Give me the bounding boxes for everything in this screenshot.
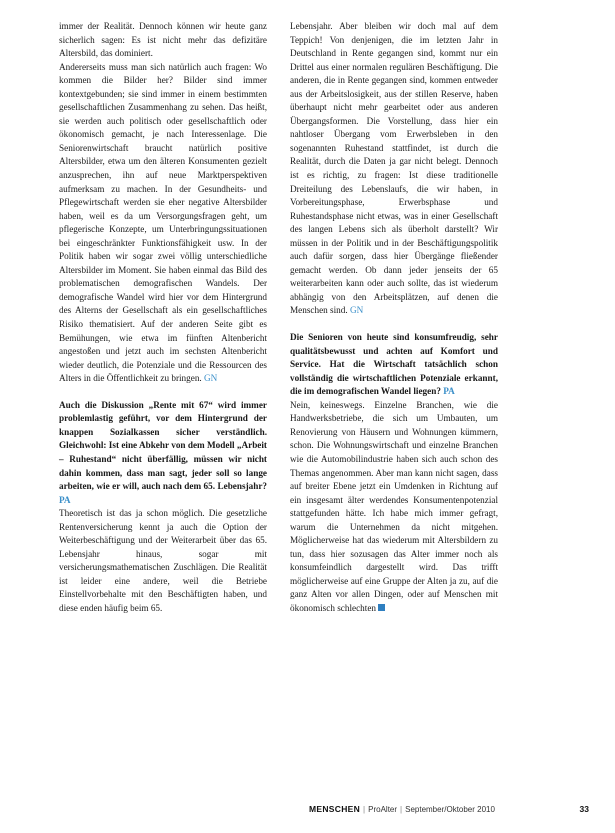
answer-initials: GN <box>349 305 364 316</box>
interview-question: Die Senioren von heute sind konsumfreudig, sehr qualitätsbewusst und achten auf Komfort und Service. Hat die Wirtschaft tatsächlich schon vollständig die wirtschaftlichen Potenziale erkannt, die im demografischen Wandel liegen? PA <box>290 332 498 397</box>
footer-publication: ProAlter <box>368 805 398 814</box>
page-number: 33 <box>579 804 589 814</box>
interview-question: Auch die Diskussion „Rente mit 67“ wird immer problemlastig geführt, vor dem Hintergrund der knappen Sozialkassen sicher verständlich. Gleichwohl: Ist eine Abkehr von dem Modell „Arbeit – Ruhestand“ nicht überfällig, müssen wir nicht dahin kommen, dass man sagt, jeder soll so lange arbeiten, wie er will, auch nach dem 65. Lebensjahr? PA <box>59 399 267 505</box>
page-footer <box>309 804 589 814</box>
question-initials: PA <box>443 386 455 397</box>
footer-separator: | <box>363 805 366 814</box>
left-paragraph-1: immer der Realität. Dennoch können wir heute ganz sicherlich sagen: Es ist nicht mehr das defizitäre Altersbild, das dominiert. <box>59 21 267 59</box>
answer-initials: GN <box>204 373 218 384</box>
footer-issue: September/Oktober 2010 <box>405 805 495 814</box>
question-initials: PA <box>59 494 71 505</box>
right-paragraph-2: Nein, keineswegs. Einzelne Branchen, wie die Handwerksbetriebe, die sich um Umbauten, um Renovierung von Häusern und Wohnungen kümmern, schon. Die Wohnungswirtschaft und einzelne Branchen wie die Automobilindustrie haben sich auch schon des Themas angenommen. Aber man kann nicht sagen, dass auf breiter Ebene jetzt ein Umdenken in Richtung auf ein insgesamt älter werdendes Konsumentenpotenzial stattgefunden hätte. Ich habe mich immer gefragt, warum die Unternehmen da nicht mitgehen. Möglicherweise hat das wiederum mit Altersbildern zu tun, dass hier sozusagen das Alter immer noch als konsumfeindlich dargestellt wird. Das trifft möglicherweise auf eine Gruppe der Alten ja zu, auf die ganz Alten vor allen Dingen, oder auf Menschen mit ökonomisch schlechten <box>290 399 498 613</box>
left-paragraph-2: Andererseits muss man sich natürlich auch fragen: Wo kommen die Bilder her? Bilder sind immer kontextgebunden; sie sind immer in einem bestimmten gesellschaftlichen Zusammenhang zu sehen. Das heißt, sie werden auch politisch oder gesellschaftlich oder ökonomisch gemacht, je nach Interessenlage. Die Seniorenwirtschaft braucht natürlich positive Altersbilder, etwa um den älteren Konsumenten gezielt anzusprechen, ihn auf neue Marktperspektiven aufmerksam zu machen. In der Gesundheits- und Pflegewirtschaft werden sie eher negative Altersbilder haben, weil es da um Versorgungsfragen geht, um pflegerische Konzepte, um Unterbringungssituationen bei eingeschränkter Funktionsfähigkeit usw. In der Politik haben wir sogar zwei völlig unterschiedliche Altersbilder im Moment. Sie haben einmal das Bild des problematischen demografischen Wandels. Der demografische Wandel wird hier vor dem Hintergrund des Alterns der Gesellschaft als ein gesellschaftliches Risiko thematisiert. Auf der anderen Seite gibt es Bemühungen, wie etwa im fünften Altenbericht angestoßen und jetzt auch im sechsten Altenbericht wieder deutlich, die Potenziale und die Ressourcen des Alters in die Öffentlichkeit zu bringen. GN <box>59 61 267 384</box>
left-paragraph-3: Theoretisch ist das ja schon möglich. Die gesetzliche Rentenversicherung kennt ja auch die Option der Weiterbeschäftigung und der Weiterarbeit über das 65. Lebensjahr hinaus, sogar mit versicherungsmathematischen Zuschlägen. Die Realität ist leider eine andere, weil die Betriebe Einstellvorbehalte mit den Beschäftigten haben, und diese enden häufig beim 65. <box>59 508 267 613</box>
right-paragraph-1: Lebensjahr. Aber bleiben wir doch mal auf dem Teppich! Von denjenigen, die im letzten Jahr in Deutschland in Rente gegangen sind, kommt nur ein Drittel aus einer normalen regulären Beschäftigung. Die anderen, die in Rente gegangen sind, kommen entweder aus der Arbeitslosigkeit, aus der stillen Reserve, haben überhaupt nicht mehr gearbeitet oder aus anderen Übergangsformen. Die Vorstellung, dass hier ein nahtloser Übergang vom Erwerbsleben in den sogenannten Ruhestand stattfindet, ist durch die Realität, durch die Daten ja gar nicht belegt. Dennoch ist es richtig, zu fragen: Ist diese traditionelle Dreiteilung des Lebenslaufs, die wir haben, in Vorbereitungsphase, Erwerbsphase und Ruhestandsphase nicht etwas, was in einer Gesellschaft des langen Lebens sich als überholt darstellt? Wir müssen in der Politik und in der Beschäftigungspolitik auch dafür sorgen, dass hier Übergänge fließender gemacht werden. Ob dann jeder jenseits der 65 weiterarbeiten kann oder auch sollte, das ist wiederum abhängig von den Arbeitsplätzen, auf denen die Menschen sind. GN <box>290 21 498 316</box>
left-column <box>59 20 267 616</box>
continuation-square-icon <box>378 604 385 611</box>
right-column <box>290 20 498 616</box>
footer-separator: | <box>400 805 403 814</box>
footer-magazine: MENSCHEN <box>309 804 361 814</box>
